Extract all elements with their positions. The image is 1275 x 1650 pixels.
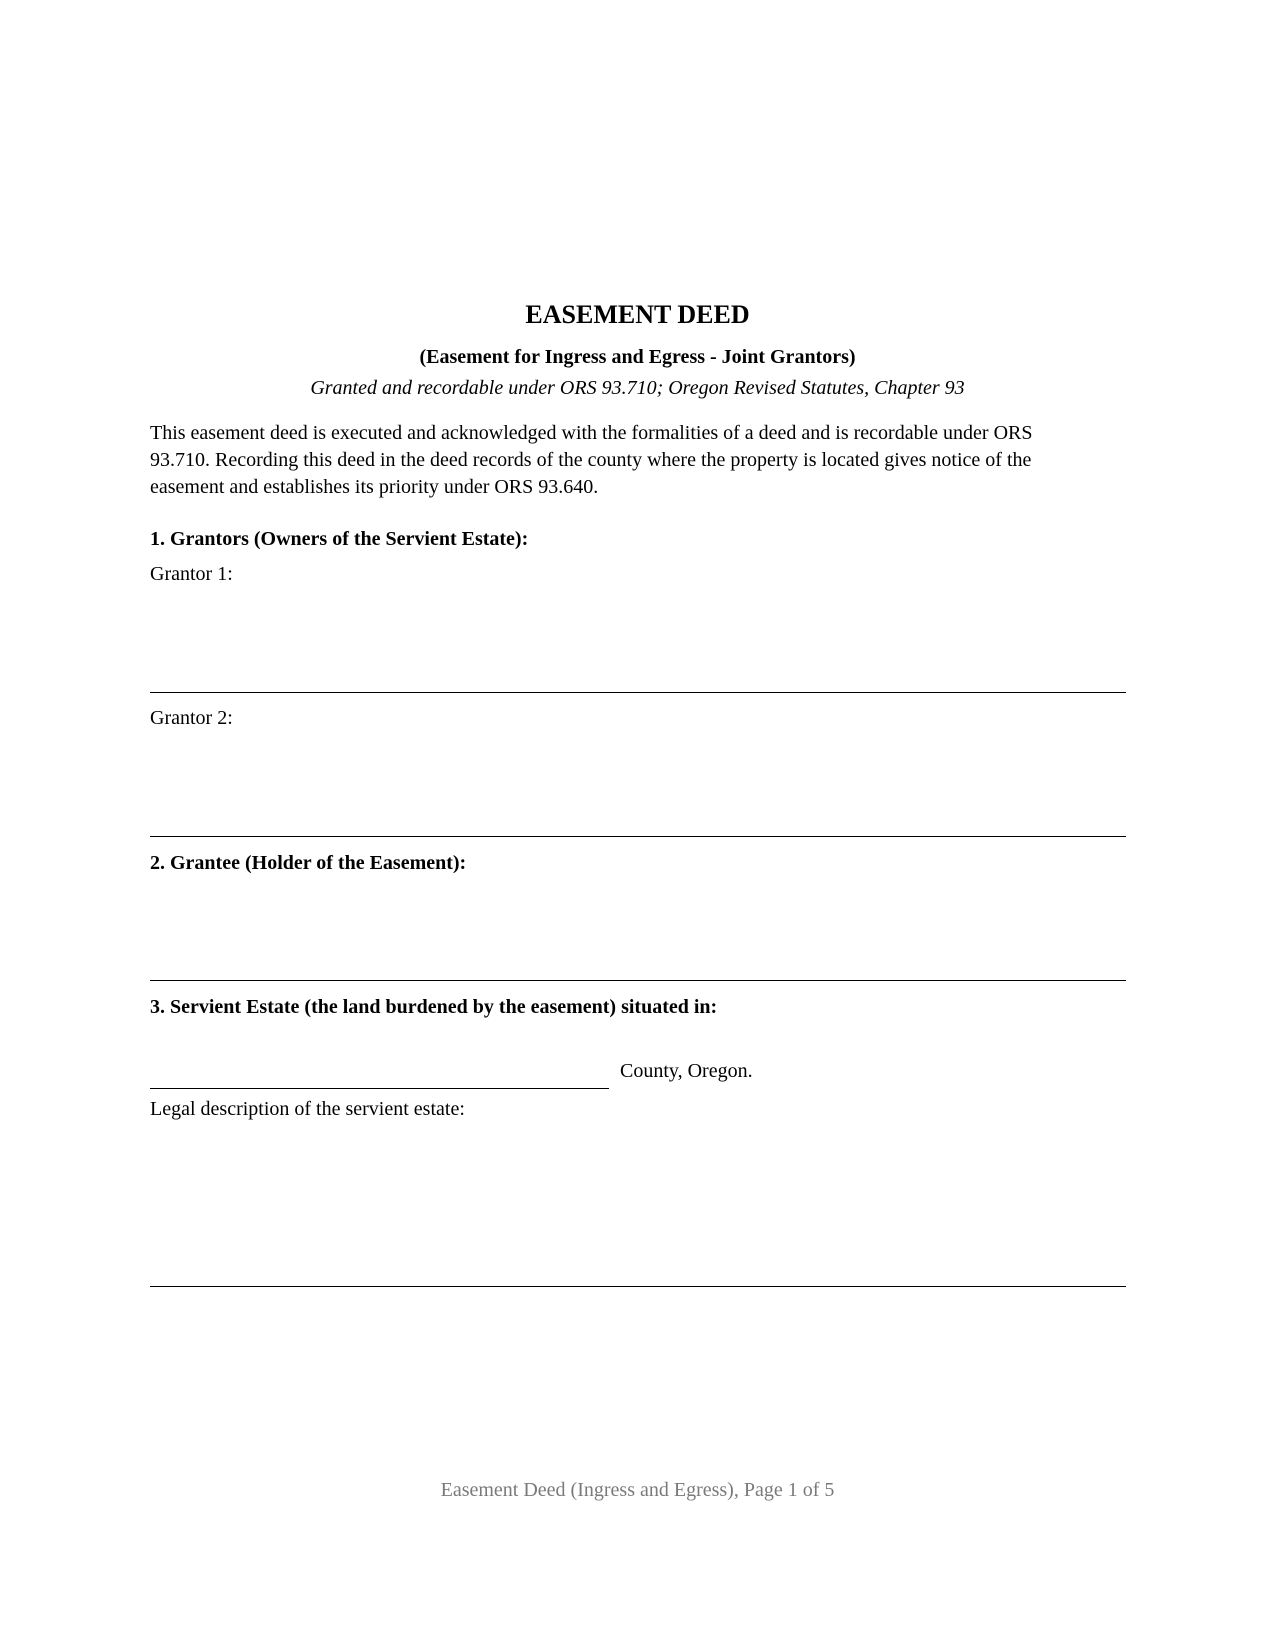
legal-description-line[interactable] <box>150 1286 1126 1287</box>
grantee-heading: 2. Grantee (Holder of the Easement): <box>150 852 467 874</box>
county-suffix: County, Oregon. <box>620 1060 753 1082</box>
grantor-2-line[interactable] <box>150 836 1126 837</box>
grantee-line[interactable] <box>150 980 1126 981</box>
intro-paragraph: This easement deed is executed and acknowledged with the formalities of a deed and is recordable under ORS 93.710. Recording this deed in the deed records of the county where the property is located gives notice of the easement and establishes its priority under ORS 93.640. <box>150 422 1033 498</box>
grantor-2-label: Grantor 2: <box>150 707 233 729</box>
grantor-1-line[interactable] <box>150 692 1126 693</box>
servient-estate-heading: 3. Servient Estate (the land burdened by the easement) situated in: <box>150 996 718 1018</box>
statute-reference: Granted and recordable under ORS 93.710; Oregon Revised Statutes, Chapter 93 <box>310 377 965 399</box>
legal-description-label: Legal description of the servient estate: <box>150 1098 465 1120</box>
page-footer: Easement Deed (Ingress and Egress), Page 1 of 5 <box>440 1479 835 1501</box>
document-title: EASEMENT DEED <box>525 300 750 329</box>
grantor-1-label: Grantor 1: <box>150 563 233 585</box>
grantors-heading: 1. Grantors (Owners of the Servient Estate): <box>150 528 529 550</box>
document-subtitle: (Easement for Ingress and Egress - Joint Grantors) <box>419 346 856 368</box>
county-line[interactable] <box>150 1088 609 1089</box>
